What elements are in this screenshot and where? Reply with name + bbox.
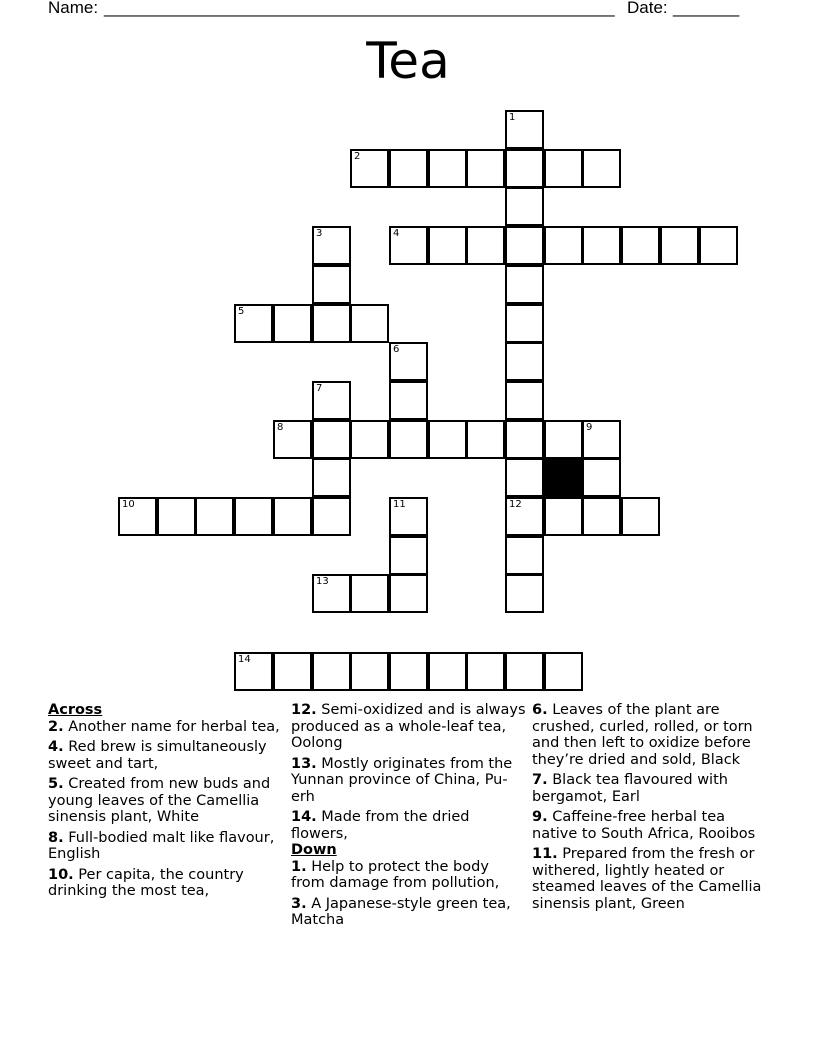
grid-cell[interactable] xyxy=(350,652,389,691)
grid-cell[interactable] xyxy=(505,226,544,265)
clue-across-4 xyxy=(48,739,284,772)
grid-cell[interactable] xyxy=(312,381,351,420)
clue-text: Per capita, the country drinking the most tea, xyxy=(48,866,244,899)
cell-number: 4 xyxy=(393,228,400,239)
cell-number: 2 xyxy=(354,151,361,162)
grid-cell[interactable] xyxy=(389,652,428,691)
grid-cell[interactable] xyxy=(234,304,273,343)
clue-text: Another name for herbal tea, xyxy=(68,718,280,735)
cell-number: 5 xyxy=(238,306,245,317)
clue-number: 11. xyxy=(532,846,558,862)
grid-cell[interactable] xyxy=(312,652,351,691)
grid-cell[interactable] xyxy=(312,265,351,304)
clue-down-11 xyxy=(532,846,772,912)
grid-cell[interactable] xyxy=(466,226,505,265)
grid-cell[interactable] xyxy=(273,652,312,691)
cell-number: 1 xyxy=(509,112,516,123)
clues-column-1 xyxy=(48,702,284,904)
clue-across-5 xyxy=(48,776,284,826)
clue-text: Red brew is simultaneously sweet and tart, xyxy=(48,739,267,772)
grid-cell[interactable] xyxy=(544,652,583,691)
grid-cell[interactable] xyxy=(505,342,544,381)
grid-cell[interactable] xyxy=(466,149,505,188)
clue-text: Prepared from the fresh or withered, lightly heated or steamed leaves of the Camellia sinensis plant, Green xyxy=(532,846,762,912)
grid-cell[interactable] xyxy=(660,226,699,265)
grid-cell[interactable] xyxy=(544,497,583,536)
grid-cell[interactable] xyxy=(582,458,621,497)
clue-text: Help to protect the body from damage from pollution, xyxy=(291,858,500,891)
clue-text: Made from the dried flowers, xyxy=(291,809,470,842)
grid-cell[interactable] xyxy=(118,497,157,536)
name-field[interactable]: ______________________________________________________ xyxy=(104,0,615,17)
grid-cell[interactable] xyxy=(621,226,660,265)
grid-cell[interactable] xyxy=(505,536,544,575)
clue-text: Created from new buds and young leaves of the Camellia sinensis plant, White xyxy=(48,776,271,825)
grid-cell[interactable] xyxy=(428,149,467,188)
clue-number: 12. xyxy=(291,702,317,718)
grid-cell[interactable] xyxy=(273,497,312,536)
cell-number: 8 xyxy=(277,422,284,433)
clue-text: Semi-oxidized and is always produced as a whole-leaf tea, Oolong xyxy=(291,702,526,751)
grid-cell[interactable] xyxy=(505,187,544,226)
clue-number: 1. xyxy=(291,858,307,875)
down-heading: Down xyxy=(291,842,337,858)
date-label: Date: xyxy=(627,0,668,17)
grid-cell[interactable] xyxy=(389,420,428,459)
clue-across-2 xyxy=(48,719,284,736)
grid-cell[interactable] xyxy=(505,420,544,459)
grid-cell[interactable] xyxy=(544,226,583,265)
clue-across-10 xyxy=(48,867,284,900)
grid-cell[interactable] xyxy=(505,265,544,304)
grid-cell[interactable] xyxy=(389,149,428,188)
grid-cell[interactable] xyxy=(505,381,544,420)
grid-cell[interactable] xyxy=(389,342,428,381)
cell-number: 9 xyxy=(586,422,593,433)
clue-number: 2. xyxy=(48,718,64,735)
grid-cell[interactable] xyxy=(582,497,621,536)
grid-cell[interactable] xyxy=(389,381,428,420)
cell-number: 13 xyxy=(316,576,329,587)
grid-cell[interactable] xyxy=(312,420,351,459)
cell-number: 6 xyxy=(393,344,400,355)
clue-number: 3. xyxy=(291,895,307,912)
grid-cell[interactable] xyxy=(621,497,660,536)
grid-cell[interactable] xyxy=(389,497,428,536)
cell-number: 14 xyxy=(238,654,251,665)
page-title: Tea xyxy=(366,32,450,90)
grid-cell[interactable] xyxy=(466,652,505,691)
grid-cell[interactable] xyxy=(350,304,389,343)
across-heading: Across xyxy=(48,702,103,718)
cell-number: 3 xyxy=(316,228,323,239)
grid-cell[interactable] xyxy=(273,420,312,459)
clue-number: 14. xyxy=(291,809,317,825)
clue-text: Leaves of the plant are crushed, curled, rolled, or torn and then left to oxidize before they’re dried and sold, Black xyxy=(532,702,753,768)
clues-column-2 xyxy=(291,702,527,933)
grid-cell[interactable] xyxy=(544,420,583,459)
clue-number: 13. xyxy=(291,755,317,772)
grid-cell[interactable] xyxy=(428,420,467,459)
grid-cell[interactable] xyxy=(505,304,544,343)
grid-cell[interactable] xyxy=(157,497,196,536)
grid-cell[interactable] xyxy=(466,420,505,459)
grid-cell[interactable] xyxy=(312,497,351,536)
grid-cell[interactable] xyxy=(505,149,544,188)
grid-cell[interactable] xyxy=(699,226,738,265)
clue-across-14 xyxy=(291,809,527,842)
grid-cell[interactable] xyxy=(505,652,544,691)
grid-cell[interactable] xyxy=(350,574,389,613)
grid-cell[interactable] xyxy=(234,497,273,536)
grid-cell[interactable] xyxy=(312,458,351,497)
clue-number: 4. xyxy=(48,739,64,755)
grid-cell[interactable] xyxy=(312,304,351,343)
clue-down-1 xyxy=(291,859,527,892)
clue-number: 5. xyxy=(48,776,64,792)
grid-cell[interactable] xyxy=(582,226,621,265)
grid-cell[interactable] xyxy=(389,574,428,613)
clue-number: 6. xyxy=(532,702,548,718)
date-field[interactable]: _______ xyxy=(673,0,740,17)
grid-cell[interactable] xyxy=(273,304,312,343)
black-cell xyxy=(544,458,583,497)
grid-cell[interactable] xyxy=(234,652,273,691)
grid-cell[interactable] xyxy=(505,574,544,613)
clue-down-7 xyxy=(532,772,772,805)
cell-number: 7 xyxy=(316,383,323,394)
cell-number: 10 xyxy=(122,499,135,510)
clue-across-12 xyxy=(291,702,527,752)
clue-down-6 xyxy=(532,702,772,768)
clue-across-8 xyxy=(48,830,284,863)
grid-cell[interactable] xyxy=(505,110,544,149)
grid-cell[interactable] xyxy=(350,420,389,459)
grid-cell[interactable] xyxy=(428,652,467,691)
cell-number: 11 xyxy=(393,499,406,510)
clue-text: A Japanese-style green tea, Matcha xyxy=(291,895,511,928)
grid-cell[interactable] xyxy=(312,574,351,613)
clue-across-13 xyxy=(291,756,527,806)
clue-text: Caffeine-free herbal tea native to South Africa, Rooibos xyxy=(532,809,756,842)
clue-down-9 xyxy=(532,809,772,842)
clue-down-3 xyxy=(291,896,527,929)
clue-text: Mostly originates from the Yunnan province of China, Pu-erh xyxy=(291,755,513,805)
grid-cell[interactable] xyxy=(389,226,428,265)
grid-cell[interactable] xyxy=(312,226,351,265)
grid-cell[interactable] xyxy=(389,536,428,575)
clue-text: Black tea flavoured with bergamot, Earl xyxy=(532,772,728,805)
grid-cell[interactable] xyxy=(582,149,621,188)
grid-cell[interactable] xyxy=(544,149,583,188)
clue-number: 10. xyxy=(48,866,74,883)
grid-cell[interactable] xyxy=(428,226,467,265)
cell-number: 12 xyxy=(509,499,522,510)
grid-cell[interactable] xyxy=(350,149,389,188)
grid-cell[interactable] xyxy=(505,458,544,497)
grid-cell[interactable] xyxy=(195,497,234,536)
grid-cell[interactable] xyxy=(582,420,621,459)
clue-number: 8. xyxy=(48,829,64,846)
clue-text: Full-bodied malt like flavour, English xyxy=(48,829,275,862)
clue-number: 9. xyxy=(532,809,548,825)
clues-column-3 xyxy=(532,702,772,916)
grid-cell[interactable] xyxy=(505,497,544,536)
name-label: Name: xyxy=(48,0,99,17)
clue-number: 7. xyxy=(532,772,548,788)
